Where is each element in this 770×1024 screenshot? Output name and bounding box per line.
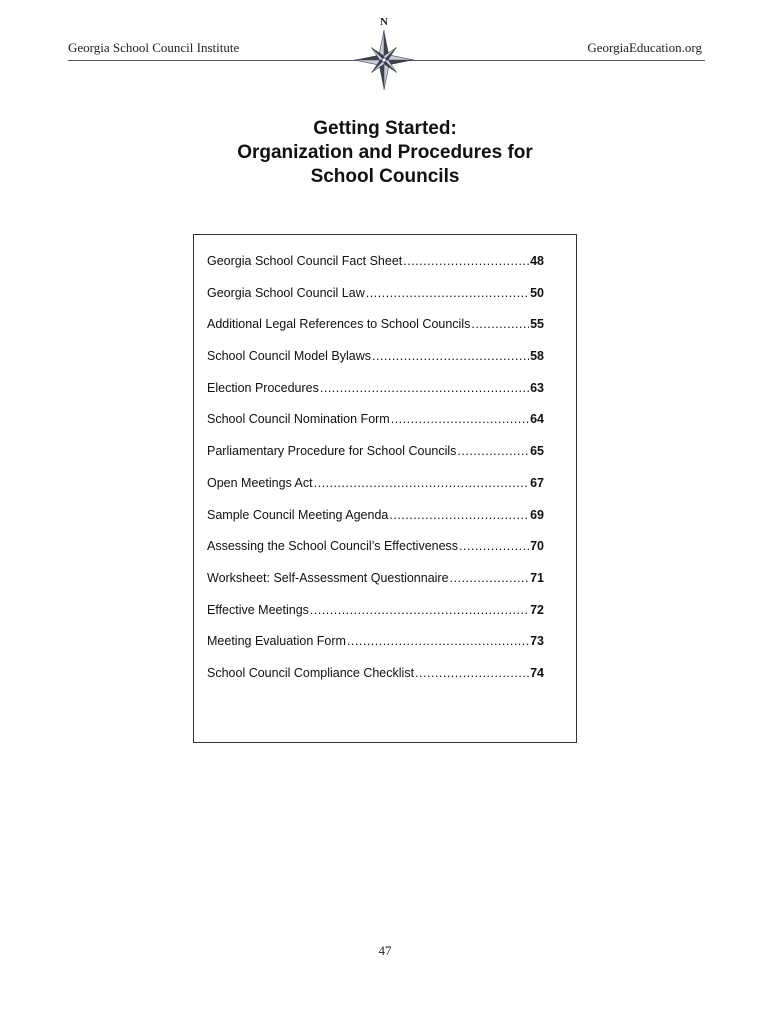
toc-entry-title: Sample Council Meeting Agenda (207, 507, 389, 522)
toc-entry-page: 64 (530, 412, 544, 427)
toc-entry-page: 67 (530, 475, 544, 490)
toc-dot-leader (415, 666, 529, 680)
toc-entry-page: 73 (530, 634, 544, 649)
toc-entry-page: 74 (530, 665, 544, 680)
toc-entry[interactable] (207, 603, 544, 635)
title-line-1: Getting Started: (313, 118, 457, 139)
toc-entry[interactable] (207, 666, 544, 698)
toc-entry[interactable] (207, 539, 544, 571)
toc-entry[interactable] (207, 571, 544, 603)
toc-entry-title: Meeting Evaluation Form (207, 634, 346, 649)
toc-entry-title: School Council Compliance Checklist (207, 665, 415, 680)
toc-dot-leader (471, 317, 529, 331)
toc-dot-leader (457, 444, 529, 458)
toc-entry-title: Open Meetings Act (207, 475, 313, 490)
toc-entry-page: 48 (530, 254, 544, 268)
toc-entry-title: School Council Model Bylaws (207, 349, 371, 364)
header-website: GeorgiaEducation.org (587, 40, 702, 55)
toc-dot-leader (347, 634, 529, 648)
toc-dot-leader (310, 603, 529, 617)
header-institute-name: Georgia School Council Institute (68, 40, 240, 55)
toc-entry-page: 70 (530, 539, 544, 554)
toc-dot-leader (459, 539, 529, 553)
toc-dot-leader (314, 476, 529, 490)
toc-entry[interactable] (207, 444, 544, 476)
toc-entry-title: Georgia School Council Fact Sheet (207, 254, 403, 268)
toc-entry-title: Assessing the School Council’s Effectiveness (207, 539, 459, 554)
toc-dot-leader (366, 286, 529, 300)
page-number: 47 (378, 943, 392, 958)
toc-entry[interactable] (207, 476, 544, 508)
toc-list (207, 254, 544, 698)
toc-dot-leader (389, 508, 529, 522)
toc-dot-leader (403, 254, 529, 268)
toc-entry[interactable] (207, 286, 544, 318)
toc-entry-title: School Council Nomination Form (207, 412, 390, 427)
toc-entry-page: 72 (530, 602, 544, 617)
title-line-3: School Councils (310, 166, 460, 187)
title-line-2: Organization and Procedures for (237, 142, 533, 163)
toc-dot-leader (320, 381, 529, 395)
toc-entry[interactable] (207, 412, 544, 444)
toc-dot-leader (450, 571, 530, 585)
toc-entry-page: 50 (530, 285, 544, 300)
toc-entry-page: 65 (530, 444, 544, 459)
toc-entry-title: Additional Legal References to School Councils (207, 317, 471, 332)
toc-entry-title: Effective Meetings (207, 602, 309, 617)
toc-entry-title: Parliamentary Procedure for School Councils (207, 444, 457, 459)
toc-entry-title: Georgia School Council Law (207, 285, 365, 300)
compass-north-label: N (380, 16, 388, 28)
toc-dot-leader (372, 349, 529, 363)
table-of-contents (193, 234, 577, 743)
toc-entry-page: 58 (530, 349, 544, 364)
toc-entry[interactable] (207, 317, 544, 349)
toc-entry-title: Election Procedures (207, 380, 319, 395)
toc-entry-title: Worksheet: Self-Assessment Questionnaire (207, 570, 449, 585)
toc-entry[interactable] (207, 381, 544, 413)
toc-entry-page: 71 (530, 570, 544, 585)
toc-entry-page: 63 (530, 380, 544, 395)
toc-entry-page: 69 (530, 507, 544, 522)
toc-entry[interactable] (207, 634, 544, 666)
toc-entry[interactable] (207, 254, 544, 286)
compass-rose-icon (348, 14, 420, 96)
toc-entry[interactable] (207, 508, 544, 540)
toc-entry[interactable] (207, 349, 544, 381)
toc-entry-page: 55 (530, 317, 544, 332)
page-title (0, 117, 770, 189)
toc-dot-leader (391, 412, 529, 426)
